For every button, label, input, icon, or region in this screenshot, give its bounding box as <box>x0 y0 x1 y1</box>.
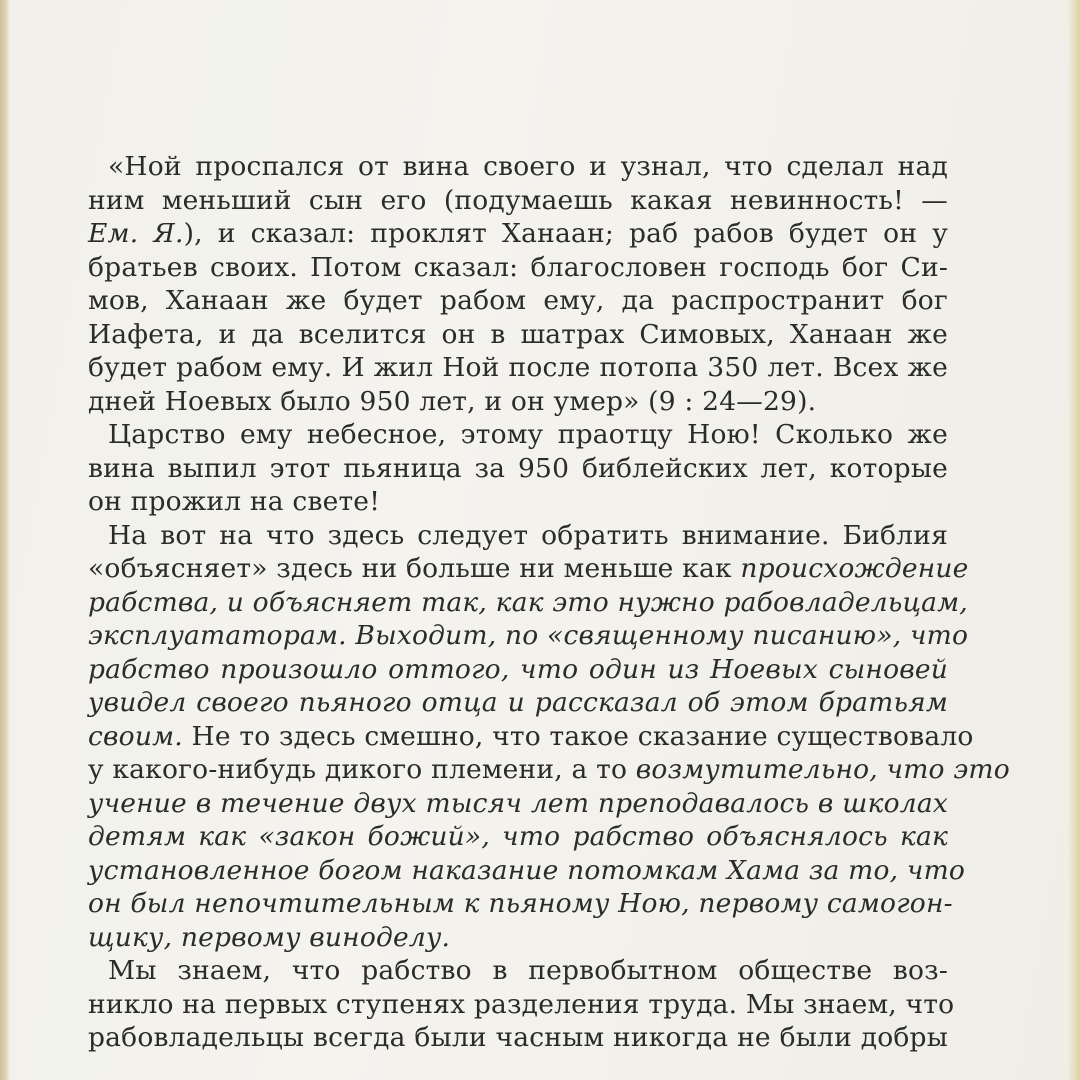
text-line <box>88 351 948 385</box>
text-line <box>88 1021 948 1055</box>
italic-text: рабства, и объясняет так, как это нужно рабовладельцам, <box>88 586 968 618</box>
text-line <box>88 184 948 218</box>
text-run: будет рабом ему. И жил Ной после потопа 350 лет. Всех же <box>88 352 948 383</box>
italic-text: возмутительно, что это <box>635 754 1010 785</box>
text-run: ним меньший сын его (подумаешь какая невинность! — <box>88 184 948 216</box>
italic-text: он был непочтительным к пьяному Ною, первому самогон- <box>88 888 953 919</box>
italic-text: учение в течение двух тысяч лет преподавалось в школах <box>88 787 948 819</box>
italic-text: рабство произошло оттого, что один из Ноевых сыновей <box>88 653 948 685</box>
italic-text: щику, первому виноделу. <box>88 921 451 953</box>
text-line <box>88 318 948 352</box>
text-line <box>88 887 953 921</box>
text-line <box>88 284 948 318</box>
text-run: «объясняет» здесь ни больше ни меньше как <box>88 553 741 584</box>
text-line <box>88 452 948 486</box>
text-run: дней Ноевых было 950 лет, и он умер» (9 : 24—29). <box>88 385 817 417</box>
text-run: никло на первых ступенях разделения труда. Мы знаем, что <box>88 988 955 1020</box>
text-run: он прожил на свете! <box>88 486 381 517</box>
text-line <box>88 519 948 553</box>
text-line <box>88 787 948 821</box>
text-run: ), и сказал: проклят Ханаан; раб рабов будет он у <box>183 218 948 249</box>
text-line <box>88 653 948 687</box>
text-line <box>88 418 948 452</box>
text-line <box>88 586 968 620</box>
text-run: Царство ему небесное, этому праотцу Ною! Сколько же <box>108 419 948 450</box>
text-line <box>88 753 1010 787</box>
italic-text: происхождение <box>740 553 969 584</box>
body-text <box>88 150 1010 1055</box>
text-line <box>88 217 948 251</box>
page-right-edge <box>1068 0 1080 1080</box>
italic-text: детям как «закон божий», что рабство объяснялось как <box>88 821 948 852</box>
text-run: Мы знаем, что рабство в первобытном обществе воз- <box>108 955 948 986</box>
text-line <box>88 251 948 285</box>
text-line <box>88 720 974 754</box>
italic-text: своим. <box>88 720 183 752</box>
page-left-edge <box>0 0 10 1080</box>
text-line <box>88 619 969 653</box>
text-run: рабовладельцы всегда были чаcным никогда не были добры <box>88 1022 948 1053</box>
text-line <box>88 921 948 955</box>
text-run: Иафета, и да вселится он в шатрах Симовых, Ханаан же <box>88 318 948 350</box>
text-run: вина выпил этот пьяница за 950 библейских лет, которые <box>88 452 948 484</box>
text-line <box>88 552 969 586</box>
text-run: На вот на что здесь следует обратить внимание. Библия <box>108 519 948 551</box>
text-line <box>88 485 948 519</box>
italic-text: Ем. Я. <box>88 218 184 249</box>
text-run: Не то здесь смешно, что такое сказание существовало <box>182 720 974 752</box>
text-line <box>88 385 948 419</box>
text-lines <box>88 150 1010 1055</box>
text-line <box>88 854 966 888</box>
text-run: «Ной проспался от вина своего и узнал, что сделал над <box>108 151 948 182</box>
text-line <box>88 150 948 184</box>
italic-text: увидел своего пьяного отца и рассказал об этом братьям <box>88 687 948 718</box>
italic-text: эксплуататорам. Выходит, по «священному писанию», что <box>88 620 969 651</box>
text-line <box>88 954 948 988</box>
text-line <box>88 988 955 1022</box>
text-run: мов, Ханаан же будет рабом ему, да распространит бог <box>88 285 948 316</box>
text-run: братьев своих. Потом сказал: благословен господь бог Си- <box>88 251 948 283</box>
text-line <box>88 820 948 854</box>
italic-text: установленное богом наказание потомкам Хама за то, что <box>88 854 966 886</box>
text-run: у какого-нибудь дикого племени, а то <box>88 754 636 785</box>
text-line <box>88 686 948 720</box>
